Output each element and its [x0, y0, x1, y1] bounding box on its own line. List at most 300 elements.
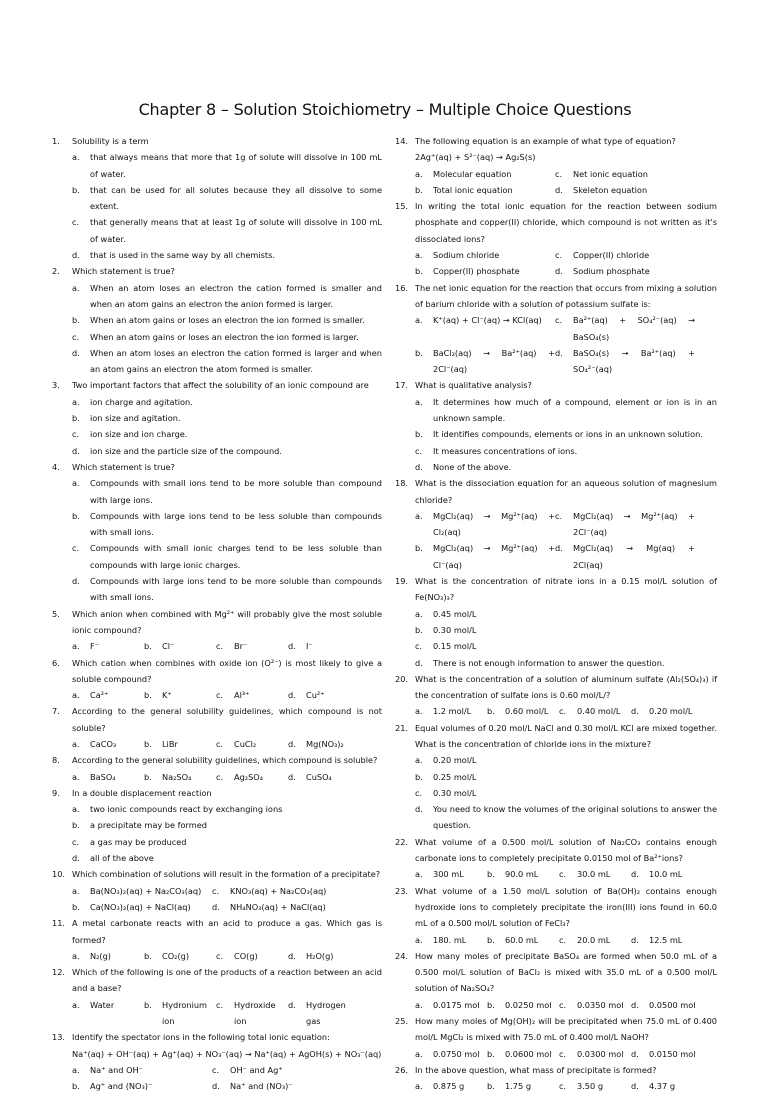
option-text: 0.0750 mol: [433, 1048, 480, 1059]
option-text: 0.25 mol/L: [433, 771, 477, 782]
option-text: ion size and the particle size of the compound.: [90, 445, 282, 456]
question: [395, 720, 720, 753]
answer-options-row: [395, 345, 717, 378]
option-text: Al³⁺: [234, 690, 250, 701]
answer-option: [631, 866, 703, 882]
answer-options-row: [395, 866, 717, 882]
option-text: 90.0 mL: [505, 869, 539, 880]
option-text: Water: [90, 999, 115, 1010]
question: [395, 198, 720, 247]
option-letter: c.: [216, 999, 224, 1010]
option-letter: c.: [559, 869, 567, 880]
question-text: The net ionic equation for the reaction that occurs from mixing a solution of barium chloride with a solution of potassium sulfate is:: [415, 282, 720, 309]
answer-option: [487, 932, 559, 948]
option-text: 60.0 mL: [505, 934, 539, 945]
option-letter: c.: [415, 641, 423, 652]
option-text: a gas may be produced: [90, 836, 187, 847]
option-text: that can be used for all solutes because they all dissolve to some extent.: [90, 184, 382, 212]
answer-options-row: [395, 508, 717, 541]
option-text: When an atom loses an electron the cation formed is larger and when an atom gains an electron the atom formed is smaller.: [90, 347, 382, 375]
answer-options-row: [395, 703, 717, 719]
answer-option: [555, 247, 695, 263]
question: [52, 133, 382, 149]
question-number: 9.: [52, 787, 60, 798]
option-letter: b.: [144, 771, 152, 782]
option-text: 0.0350 mol: [577, 999, 624, 1010]
answer-option: [288, 638, 360, 654]
option-letter: c.: [216, 771, 224, 782]
answer-option: [395, 638, 717, 654]
question-number: 14.: [395, 136, 409, 146]
question-number: 8.: [52, 755, 60, 766]
question-number: 6.: [52, 657, 60, 668]
option-text: Skeleton equation: [573, 184, 648, 195]
answer-option: [52, 410, 382, 426]
answer-option: [212, 1078, 352, 1094]
option-text: Compounds with large ions tend to be less soluble than compounds with small ions.: [90, 510, 382, 538]
answer-option: [487, 703, 559, 719]
option-letter: c.: [72, 331, 80, 342]
option-letter: b.: [487, 1048, 495, 1059]
option-text: Cu²⁺: [306, 690, 325, 701]
option-letter: b.: [72, 820, 80, 831]
answer-option: [52, 280, 382, 313]
answer-option: [72, 687, 144, 703]
answer-option: [415, 508, 555, 541]
answer-option: [216, 736, 288, 752]
question-text: How many moles of Mg(OH)₂ will be precipitated when 75.0 mL of 0.400 mol/L MgCl₂ is mixed with 75.0 mL of 0.400 mol/L NaOH?: [415, 1016, 720, 1043]
answer-option: [415, 1046, 487, 1062]
option-letter: a.: [72, 282, 80, 293]
option-text: 0.20 mol/L: [649, 706, 693, 717]
option-text: Ca²⁺: [90, 690, 109, 701]
answer-option: [52, 801, 382, 817]
option-letter: d.: [72, 347, 80, 358]
question-number: 24.: [395, 950, 409, 961]
option-letter: d.: [631, 1081, 639, 1092]
option-text: 180. mL: [433, 934, 467, 945]
question-text: A metal carbonate reacts with an acid to produce a gas. Which gas is formed?: [72, 918, 385, 945]
answer-option: [555, 263, 695, 279]
question: [52, 263, 382, 279]
option-letter: c.: [72, 217, 80, 228]
answer-option: [415, 866, 487, 882]
option-text: 0.60 mol/L: [505, 706, 549, 717]
option-letter: a.: [415, 706, 423, 717]
answer-option: [631, 932, 703, 948]
option-text: OH⁻ and Ag⁺: [230, 1064, 283, 1075]
option-letter: b.: [415, 624, 423, 635]
question-number: 25.: [395, 1016, 409, 1027]
answer-options-row: [395, 540, 717, 573]
option-letter: d.: [631, 869, 639, 880]
question: [395, 948, 720, 997]
question-number: 20.: [395, 673, 409, 684]
question-number: 16.: [395, 282, 409, 293]
option-text: Copper(II) chloride: [573, 250, 650, 261]
option-text: 3.50 g: [577, 1081, 604, 1092]
answer-option: [72, 769, 144, 785]
option-letter: b.: [415, 266, 423, 277]
question-number: 13.: [52, 1032, 66, 1043]
question: [395, 377, 717, 393]
question: [395, 834, 720, 867]
question-number: 2.: [52, 266, 60, 277]
option-letter: c.: [216, 950, 224, 961]
option-text: LiBr: [162, 738, 178, 749]
option-text: Molecular equation: [433, 168, 512, 179]
option-letter: a.: [72, 396, 80, 407]
option-letter: d.: [288, 950, 296, 961]
option-text: two ionic compounds react by exchanging ions: [90, 804, 283, 815]
question-text: In the above question, what mass of precipitate is formed?: [415, 1064, 657, 1075]
answer-option: [415, 703, 487, 719]
option-text: When an atom loses an electron the cation formed is smaller and when an atom gains an electron the anion formed is larger.: [90, 282, 382, 309]
answer-options-row: [395, 166, 717, 182]
option-text: Compounds with small ions tend to be more soluble than compound with large ions.: [90, 478, 382, 505]
option-letter: a.: [72, 641, 80, 652]
option-letter: b.: [415, 184, 423, 195]
option-text: Hydroxide ion: [234, 999, 276, 1027]
question-number: 3.: [52, 380, 60, 391]
answer-option: [144, 736, 216, 752]
answer-option: [52, 817, 382, 833]
question-text: Solubility is a term: [72, 136, 149, 146]
option-text: 0.40 mol/L: [577, 706, 621, 717]
option-text: ion charge and agitation.: [90, 396, 193, 407]
question-text: What is the concentration of nitrate ions in a 0.15 mol/L solution of Fe(NO₃)₃?: [415, 576, 720, 603]
option-text: Na₂SO₄: [162, 771, 192, 782]
answer-option: [559, 932, 631, 948]
option-text: I⁻: [306, 641, 313, 652]
answer-option: [395, 426, 717, 442]
question-number: 12.: [52, 967, 66, 978]
option-letter: c.: [216, 738, 224, 749]
question: [52, 752, 382, 768]
answer-option: [144, 687, 216, 703]
answer-option: [72, 1062, 212, 1078]
option-letter: d.: [288, 690, 296, 701]
question-text: Which combination of solutions will result in the formation of a precipitate?: [72, 869, 381, 880]
option-letter: b.: [144, 738, 152, 749]
answer-option: [415, 932, 487, 948]
option-text: 300 mL: [433, 869, 464, 880]
option-text: 0.45 mol/L: [433, 608, 477, 619]
answer-option: [52, 573, 382, 606]
question-text: What volume of a 0.500 mol/L solution of Na₂CO₃ contains enough carbonate ions to completely precipitate 0.0150 mol of Ba²⁺ions?: [415, 836, 720, 864]
option-letter: d.: [415, 657, 423, 668]
option-text: 1.75 g: [505, 1081, 532, 1092]
option-letter: b.: [72, 184, 80, 195]
answer-option: [631, 997, 703, 1013]
option-letter: c.: [559, 706, 567, 717]
answer-options-row: [52, 883, 382, 899]
answer-option: [72, 997, 144, 1030]
answer-option: [216, 769, 288, 785]
answer-options-row: [52, 1078, 382, 1094]
option-letter: d.: [288, 771, 296, 782]
option-letter: b.: [72, 901, 80, 912]
option-text: NH₄NO₃(aq) + NaCl(aq): [230, 901, 326, 912]
option-text: N₂(g): [90, 950, 111, 961]
answer-options-row: [395, 1078, 717, 1094]
answer-option: [555, 508, 695, 541]
option-text: Sodium chloride: [433, 250, 500, 261]
answer-option: [559, 703, 631, 719]
answer-option: [72, 638, 144, 654]
answer-option: [395, 655, 717, 671]
question: [395, 573, 720, 606]
answer-option: [52, 312, 382, 328]
option-letter: c.: [559, 999, 567, 1010]
answer-option: [415, 312, 555, 345]
answer-option: [487, 1046, 559, 1062]
answer-option: [395, 801, 717, 834]
question-text: The following equation is an example of what type of equation? 2Ag⁺(aq) + S²⁻(aq) → Ag₂S(s): [415, 136, 676, 163]
answer-option: [52, 443, 382, 459]
question-number: 5.: [52, 608, 60, 619]
question-text: Which statement is true?: [72, 461, 175, 472]
option-letter: c.: [72, 429, 80, 440]
option-letter: b.: [144, 690, 152, 701]
question: [52, 915, 385, 948]
option-letter: d.: [415, 804, 423, 815]
question-text: Which anion when combined with Mg²⁺ will probably give the most soluble ionic compound?: [72, 608, 385, 635]
option-letter: b.: [487, 869, 495, 880]
option-letter: d.: [212, 901, 220, 912]
option-text: CO₂(g): [162, 950, 190, 961]
answer-option: [395, 443, 717, 459]
question: [395, 1013, 720, 1046]
question: [395, 475, 720, 508]
question-number: 26.: [395, 1064, 409, 1075]
option-text: Na⁺ and (NO₃)⁻: [230, 1081, 293, 1092]
question: [395, 671, 720, 704]
answer-option: [395, 622, 717, 638]
answer-option: [216, 687, 288, 703]
option-letter: a.: [415, 1081, 423, 1092]
question-number: 22.: [395, 836, 409, 847]
option-text: MgCl₂(aq) → Mg²⁺(aq) + Cl⁻(aq): [433, 543, 555, 570]
option-letter: b.: [144, 641, 152, 652]
option-text: CaCO₃: [90, 738, 117, 749]
option-letter: a.: [415, 608, 423, 619]
option-text: K⁺: [162, 690, 172, 701]
answer-options-row: [52, 997, 382, 1030]
answer-option: [395, 394, 717, 427]
option-letter: a.: [415, 250, 423, 261]
answer-option: [288, 736, 360, 752]
answer-option: [72, 899, 212, 915]
answer-options-row: [395, 997, 717, 1013]
option-text: Mg(NO₃)₂: [306, 738, 344, 749]
answer-option: [52, 475, 382, 508]
answer-option: [487, 1078, 559, 1094]
question-number: 19.: [395, 576, 409, 587]
question-number: 1.: [52, 136, 60, 146]
question: [52, 866, 382, 882]
answer-options-row: [52, 687, 382, 703]
option-letter: a.: [72, 738, 80, 749]
option-letter: b.: [415, 347, 423, 358]
option-text: Total ionic equation: [433, 184, 513, 195]
option-text: Na⁺ and OH⁻: [90, 1064, 143, 1075]
option-letter: a.: [415, 315, 423, 326]
answer-option: [288, 948, 360, 964]
option-letter: c.: [559, 934, 567, 945]
question-text: Which cation when combines with oxide ion (O²⁻) is most likely to give a soluble compound?: [72, 657, 385, 684]
option-text: 12.5 mL: [649, 934, 683, 945]
answer-option: [212, 1062, 352, 1078]
question-text: According to the general solubility guidelines, which compound is soluble?: [72, 755, 378, 766]
option-text: Cl⁻: [162, 641, 175, 652]
option-text: Ag₂SO₄: [234, 771, 264, 782]
option-text: that is used in the same way by all chemists.: [90, 250, 275, 261]
answer-option: [288, 769, 360, 785]
option-letter: b.: [72, 413, 80, 424]
option-letter: c.: [212, 885, 220, 896]
option-letter: d.: [72, 853, 80, 864]
question: [52, 785, 382, 801]
option-letter: b.: [415, 429, 423, 440]
option-text: 0.20 mol/L: [433, 755, 477, 766]
option-letter: b.: [72, 510, 80, 521]
option-text: BaCl₂(aq) → Ba²⁺(aq) + 2Cl⁻(aq): [433, 347, 555, 375]
option-letter: c.: [555, 510, 563, 521]
question-text: In a double displacement reaction: [72, 787, 212, 798]
option-text: There is not enough information to answer the question.: [433, 657, 665, 668]
answer-option: [144, 769, 216, 785]
question-number: 10.: [52, 869, 66, 880]
answer-option: [395, 752, 717, 768]
option-letter: c.: [555, 168, 563, 179]
option-text: You need to know the volumes of the original solutions to answer the question.: [433, 804, 717, 831]
option-letter: b.: [415, 543, 423, 554]
answer-option: [52, 394, 382, 410]
option-letter: c.: [415, 445, 423, 456]
option-letter: a.: [415, 755, 423, 766]
answer-options-row: [395, 1046, 717, 1062]
answer-options-row: [395, 247, 717, 263]
question-text: Two important factors that affect the solubility of an ionic compound are: [72, 380, 369, 391]
question: [52, 655, 385, 688]
option-letter: a.: [72, 478, 80, 489]
answer-options-row: [52, 1062, 382, 1078]
option-text: 0.0250 mol: [505, 999, 552, 1010]
option-text: When an atom gains or loses an electron the ion formed is smaller.: [90, 315, 365, 326]
option-text: 0.15 mol/L: [433, 641, 477, 652]
option-letter: d.: [212, 1081, 220, 1092]
answer-option: [52, 508, 382, 541]
answer-option: [415, 263, 555, 279]
answer-option: [212, 883, 352, 899]
option-letter: d.: [288, 738, 296, 749]
answer-options-row: [395, 182, 717, 198]
question: [52, 1029, 382, 1062]
option-letter: c.: [559, 1081, 567, 1092]
question: [395, 133, 717, 166]
answer-options-row: [395, 263, 717, 279]
question-text: Which statement is true?: [72, 266, 175, 277]
question-number: 11.: [52, 918, 66, 929]
option-text: 20.0 mL: [577, 934, 611, 945]
option-text: Ba(NO₃)₂(aq) + Na₂CO₃(aq): [90, 885, 202, 896]
option-letter: d.: [631, 706, 639, 717]
option-letter: a.: [72, 690, 80, 701]
option-letter: d.: [288, 999, 296, 1010]
option-letter: b.: [144, 999, 152, 1010]
option-letter: a.: [72, 1064, 80, 1075]
left-column: [52, 133, 385, 1095]
question: [395, 280, 720, 313]
answer-options-row: [52, 948, 382, 964]
option-letter: a.: [72, 804, 80, 815]
right-column: [395, 133, 720, 1095]
option-text: It measures concentrations of ions.: [433, 445, 578, 456]
option-letter: a.: [415, 1048, 423, 1059]
option-text: Net ionic equation: [573, 168, 648, 179]
option-letter: b.: [415, 771, 423, 782]
option-letter: d.: [72, 445, 80, 456]
answer-options-row: [395, 932, 717, 948]
option-text: When an atom gains or loses an electron the ion formed is larger.: [90, 331, 359, 342]
answer-option: [559, 1046, 631, 1062]
option-text: CuCl₂: [234, 738, 257, 749]
option-letter: a.: [72, 885, 80, 896]
answer-option: [212, 899, 352, 915]
option-letter: c.: [212, 1064, 220, 1075]
answer-options-row: [395, 312, 717, 345]
option-text: MgCl₂(aq) → Mg²⁺(aq) + Cl₂(aq): [433, 510, 555, 538]
option-text: 0.0175 mol: [433, 999, 480, 1010]
option-text: K⁺(aq) + Cl⁻(aq) → KCl(aq): [433, 315, 542, 326]
option-text: It determines how much of a compound, element or ion is in an unknown sample.: [433, 396, 717, 424]
option-text: Ag⁺ and (NO₃)⁻: [90, 1081, 153, 1092]
question: [395, 1062, 717, 1078]
option-text: MgCl₂(aq) → Mg²⁺(aq) + 2Cl⁻(aq): [573, 510, 695, 538]
option-letter: d.: [631, 999, 639, 1010]
answer-option: [415, 540, 555, 573]
option-text: BaSO₄: [90, 771, 116, 782]
option-text: Br⁻: [234, 641, 248, 652]
question-number: 4.: [52, 461, 60, 472]
option-letter: a.: [415, 396, 423, 407]
option-text: 30.0 mL: [577, 869, 611, 880]
option-letter: a.: [72, 152, 80, 163]
answer-option: [415, 166, 555, 182]
question-number: 7.: [52, 706, 60, 717]
question-text: What is the concentration of a solution of aluminum sulfate (Al₂(SO₄)₃) if the concentration of sulfate ions is 0.60 mol/L/?: [415, 673, 720, 701]
option-text: KNO₃(aq) + Na₂CO₃(aq): [230, 885, 327, 896]
option-text: None of the above.: [433, 461, 512, 472]
option-text: 0.30 mol/L: [433, 787, 477, 798]
option-letter: d.: [555, 266, 563, 277]
option-text: 4.37 g: [649, 1081, 676, 1092]
option-letter: b.: [487, 706, 495, 717]
answer-option: [52, 214, 382, 247]
option-text: 0.0600 mol: [505, 1048, 552, 1059]
option-letter: d.: [555, 347, 563, 358]
option-letter: a.: [415, 168, 423, 179]
answer-option: [395, 606, 717, 622]
question: [52, 459, 382, 475]
option-text: F⁻: [90, 641, 100, 652]
answer-option: [415, 1078, 487, 1094]
option-text: ion size and ion charge.: [90, 429, 188, 440]
answer-option: [395, 459, 717, 475]
answer-option: [216, 997, 288, 1030]
question-text: What is qualitative analysis?: [415, 380, 532, 391]
